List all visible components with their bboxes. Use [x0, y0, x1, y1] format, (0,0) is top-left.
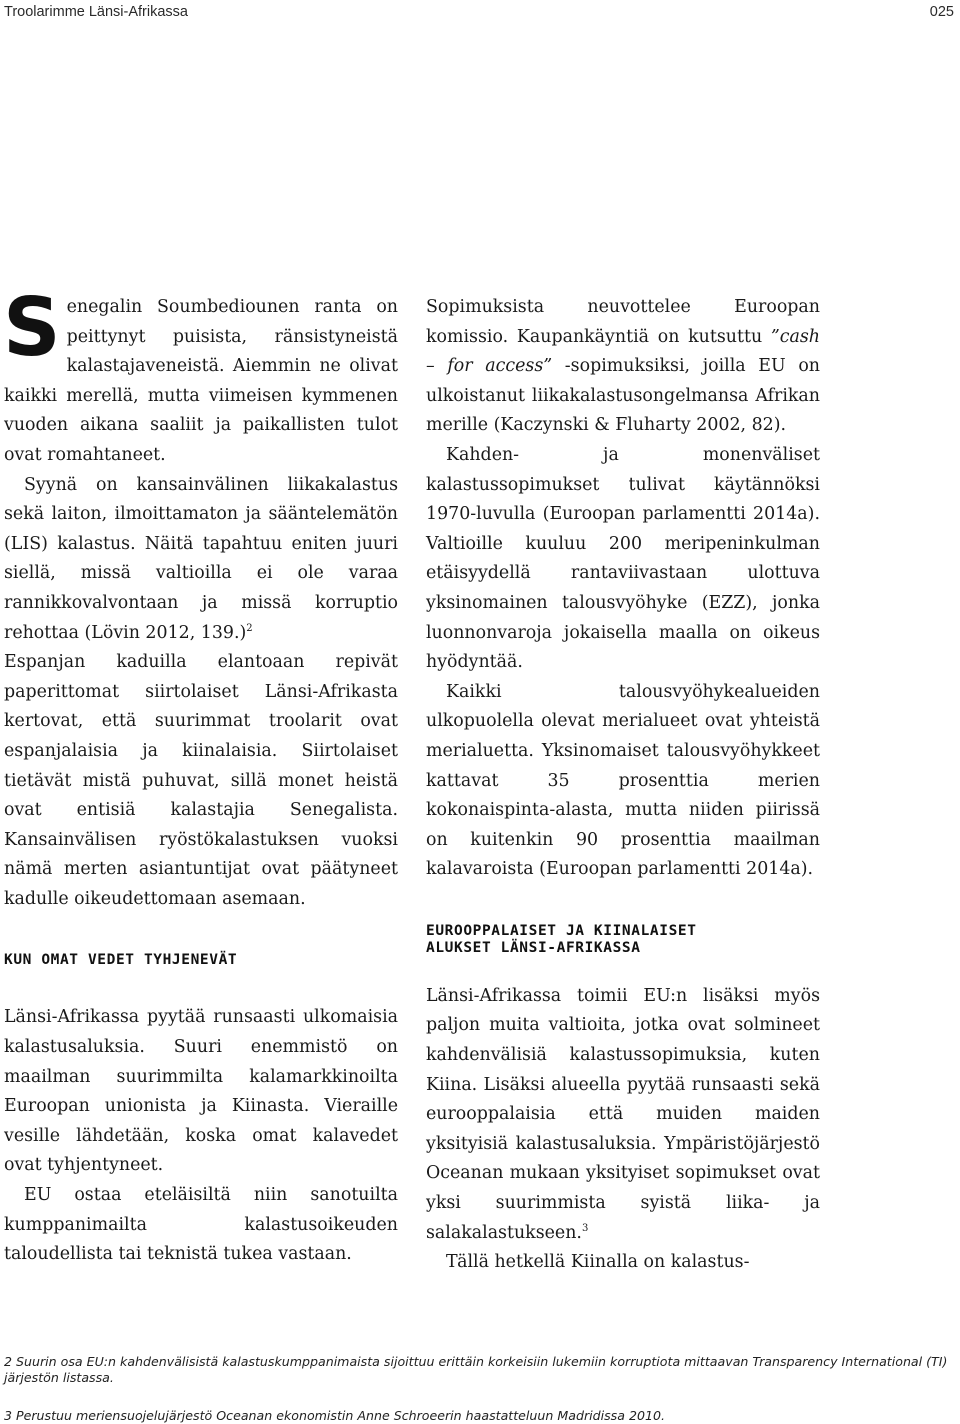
drop-cap: S: [3, 281, 61, 374]
quoted-term: ”cash – for access”: [426, 326, 820, 377]
paragraph-text: Syynä on kansainvälinen liikakalastus sekä laiton, ilmoittamaton ja sääntelemätön (LIS) kalastus. Näitä tapahtuu eniten juuri siellä, missä valtioilla ei ole varaa rannikkovalvontaan ja missä korruptio rehottaa (Lövin 2012, 139.): [4, 474, 398, 643]
footnote: 2 Suurin osa EU:n kahdenvälisistä kalastuskumppanimaista sijoittuu erittäin korkeisiin lukemiin korruptiota mittaavan Transparency International (TI) järjestön listassa.: [4, 1354, 948, 1385]
body-paragraph: [426, 982, 820, 1248]
section-heading: [426, 923, 820, 957]
running-header: [4, 4, 954, 26]
intro-text: enegalin Soumbediounen ranta on peittynyt puisista, ränsistyneistä kalastajaveneistä. Aiemmin ne olivat kaikki merellä, mutta viimeisen kymmenen vuoden aikana saaliit ja paikallisten tulot ovat romahtaneet.: [4, 297, 398, 465]
left-column: [3, 281, 398, 1270]
paragraph-text: -sopimuksiksi, joilla EU on ulkoistanut liikakalastusongelmansa Afrikan merille (Kaczynski & Fluharty 2002, 82).: [426, 356, 820, 436]
body-paragraph: Tällä hetkellä Kiinalla on kalastus-: [446, 1252, 750, 1273]
body-paragraph: EU ostaa eteläisiltä niin sanotuilta kumppanimailta kalastusoikeuden taloudellista tai teknistä tukea vastaan.: [4, 1185, 398, 1265]
right-column: [426, 293, 820, 1278]
heading-line: EUROOPPALAISET JA KIINALAISET: [426, 922, 697, 939]
body-paragraph: Espanjan kaduilla elantoaan repivät paperittomat siirtolaiset Länsi-Afrikasta kertovat, että suurimmat troolarit ovat espanjalaisia ja kiinalaisia. Siirtolaiset tietävät mistä puhuvat, sillä monet heistä ovat entisiä kalastajia Senegalista. Kansainvälisen ryöstökalastuksen vuoksi nämä merten asiantuntijat ovat päätyneet kadulle oikeudettomaan asemaan.: [4, 652, 398, 909]
body-paragraph: [4, 471, 398, 649]
footnotes: [4, 1354, 954, 1424]
body-paragraph: Kaikki talousvyöhykealueiden ulkopuolella olevat merialueet ovat yhteistä merialuetta. Yksinomaiset talousvyöhykkeet kattavat 35 prosenttia merien kokonaispinta-alasta, mutta niiden piirissä on kuitenkin 90 prosenttia maailman kalavaroista (Euroopan parlamentti 2014a).: [426, 681, 820, 880]
footnote-ref: 2: [246, 622, 253, 634]
paragraph-text: Länsi-Afrikassa toimii EU:n lisäksi myös paljon muita valtioita, jotka ovat solmineet kahdenvälisiä kalastussopimuksia, kuten Kiina. Lisäksi alueella pyytää runsaasti sekä eurooppalaisia että muiden maiden yksityisiä kalastusaluksia. Ympäristöjärjestö Oceanan mukaan yksityiset sopimukset ovat yksi suurimmista syistä liika- ja salakalastukseen.: [426, 985, 820, 1243]
footnote: 3 Perustuu meriensuojelujärjestö Oceanan ekonomistin Anne Schroeerin haastatteluun Madridissa 2010.: [4, 1408, 666, 1423]
section-heading: KUN OMAT VEDET TYHJENEVÄT: [4, 952, 238, 969]
footnote-ref: 3: [581, 1222, 589, 1234]
page-number: 025: [929, 4, 954, 20]
paragraph-text: Sopimuksista neuvottelee Euroopan komissio. Kaupankäyntiä on kutsuttu: [426, 297, 820, 347]
body-paragraph: Kahden- ja monenväliset kalastussopimukset tulivat käytännöksi 1970-luvulla (Euroopan parlamentti 2014a). Valtioille kuuluu 200 meripeninkulman etäisyydellä rantaviivastaan ulottuva yksinomainen talousvyöhyke (EZZ), jonka luonnonvaroja jokaisella maalla on oikeus hyödyntää.: [426, 444, 820, 673]
body-paragraph: Länsi-Afrikassa pyytää runsaasti ulkomaisia kalastusaluksia. Suuri enemmistö on maailman suurimmilta kalamarkkinoilta Euroopan unionista ja Kiinasta. Vieraille vesille lähdetään, koska omat kalavedet ovat tyhjentyneet.: [4, 1007, 398, 1176]
intro-paragraph: [3, 281, 398, 471]
body-paragraph: [426, 293, 820, 441]
heading-line: ALUKSET LÄNSI-AFRIKASSA: [426, 939, 641, 956]
running-title: Troolarimme Länsi-Afrikassa: [4, 4, 188, 20]
